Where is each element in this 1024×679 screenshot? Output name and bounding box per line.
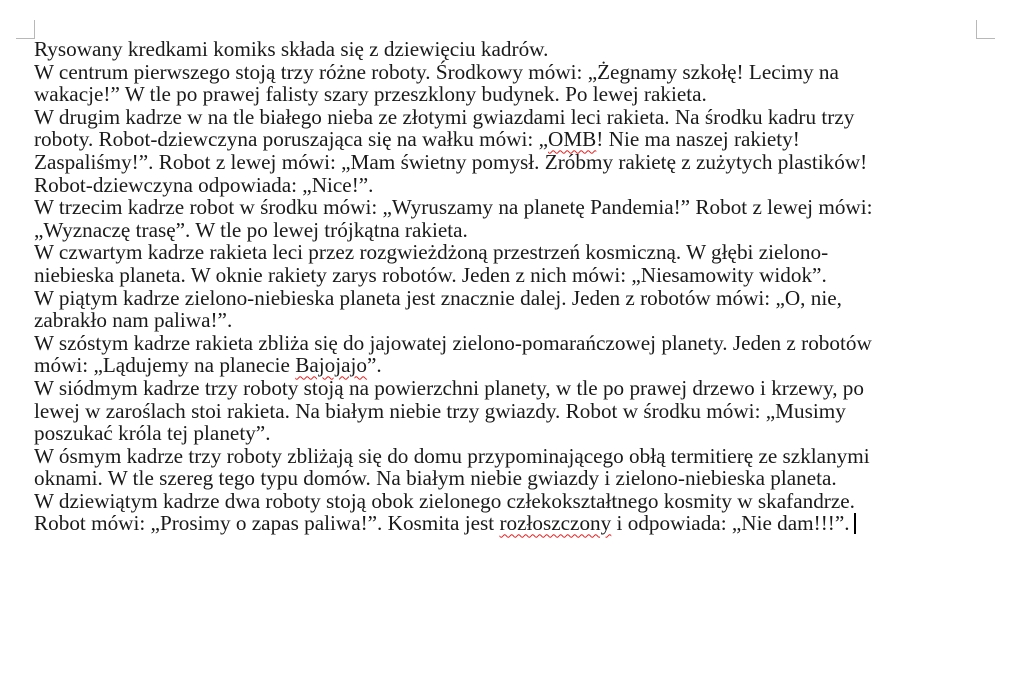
misspelled-word[interactable]: rozłoszczony xyxy=(499,511,612,536)
text-line[interactable]: W drugim kadrze w na tle białego nieba ze złotymi gwiazdami leci rakieta. Na środku kadru trzy xyxy=(34,104,855,129)
text-line[interactable]: W centrum pierwszego stoją trzy różne roboty. Środkowy mówi: „Żegnamy szkołę! Lecimy na xyxy=(34,59,839,84)
text-line[interactable]: W czwartym kadrze rakieta leci przez rozgwieżdżoną przestrzeń kosmiczną. W głębi zielono- xyxy=(34,240,829,265)
text-line[interactable]: „Wyznaczę trasę”. W tle po lewej trójkątna rakieta. xyxy=(34,217,468,242)
text-line[interactable] xyxy=(34,354,994,377)
text-line[interactable]: niebieska planeta. W oknie rakiety zarys robotów. Jeden z nich mówi: „Niesamowity widok”. xyxy=(34,262,827,287)
document-text-area[interactable] xyxy=(34,38,994,535)
text-line[interactable]: zabrakło nam paliwa!”. xyxy=(34,308,233,333)
text-line[interactable]: W szóstym kadrze rakieta zbliża się do jajowatej zielono-pomarańczowej planety. Jeden z robotów xyxy=(34,330,872,355)
text-line[interactable]: W ósmym kadrze trzy roboty zbliżają się do domu przypominającego obłą termitierę ze szklanymi xyxy=(34,443,870,468)
text-segment: ”. xyxy=(367,353,382,378)
text-cursor xyxy=(854,513,856,534)
text-line[interactable]: W trzecim kadrze robot w środku mówi: „Wyruszamy na planetę Pandemia!” Robot z lewej mówi: xyxy=(34,195,873,220)
text-segment: i odpowiada: „Nie dam!!!”. xyxy=(611,511,850,536)
text-line[interactable]: W dziewiątym kadrze dwa roboty stoją obok zielonego człekokształtnego kosmity w skafandrze. xyxy=(34,488,855,513)
text-line[interactable]: Robot-dziewczyna odpowiada: „Nice!”. xyxy=(34,172,374,197)
text-line[interactable] xyxy=(34,512,994,535)
page-corner-marker-top-left xyxy=(16,20,35,39)
text-segment: Robot mówi: „Prosimy o zapas paliwa!”. Kosmita jest xyxy=(34,511,500,536)
page-corner-marker-top-right xyxy=(976,20,995,39)
text-line[interactable] xyxy=(34,128,994,151)
text-line[interactable]: lewej w zaroślach stoi rakieta. Na białym niebie trzy gwiazdy. Robot w środku mówi: „Musimy xyxy=(34,398,846,423)
text-segment: ! Nie ma naszej rakiety! xyxy=(596,127,800,152)
text-line[interactable]: poszukać króla tej planety”. xyxy=(34,421,271,446)
misspelled-word[interactable]: Bajojajo xyxy=(295,353,368,378)
text-line[interactable]: wakacje!” W tle po prawej falisty szary przeszklony budynek. Po lewej rakieta. xyxy=(34,82,707,107)
text-segment: roboty. Robot-dziewczyna poruszająca się na wałku mówi: „ xyxy=(34,127,549,152)
misspelled-word[interactable]: OMB xyxy=(548,127,597,152)
text-line[interactable]: Zaspaliśmy!”. Robot z lewej mówi: „Mam świetny pomysł. Zróbmy rakietę z zużytych plastików! xyxy=(34,149,868,174)
text-line[interactable]: W siódmym kadrze trzy roboty stoją na powierzchni planety, w tle po prawej drzewo i krzewy, po xyxy=(34,375,864,400)
text-line[interactable]: Rysowany kredkami komiks składa się z dziewięciu kadrów. xyxy=(34,37,549,61)
text-line[interactable]: oknami. W tle szereg tego typu domów. Na białym niebie gwiazdy i zielono-niebieska planeta. xyxy=(34,466,837,491)
text-segment: mówi: „Lądujemy na planecie xyxy=(34,353,296,378)
text-line[interactable]: W piątym kadrze zielono-niebieska planeta jest znacznie dalej. Jeden z robotów mówi: „O, nie, xyxy=(34,285,842,310)
